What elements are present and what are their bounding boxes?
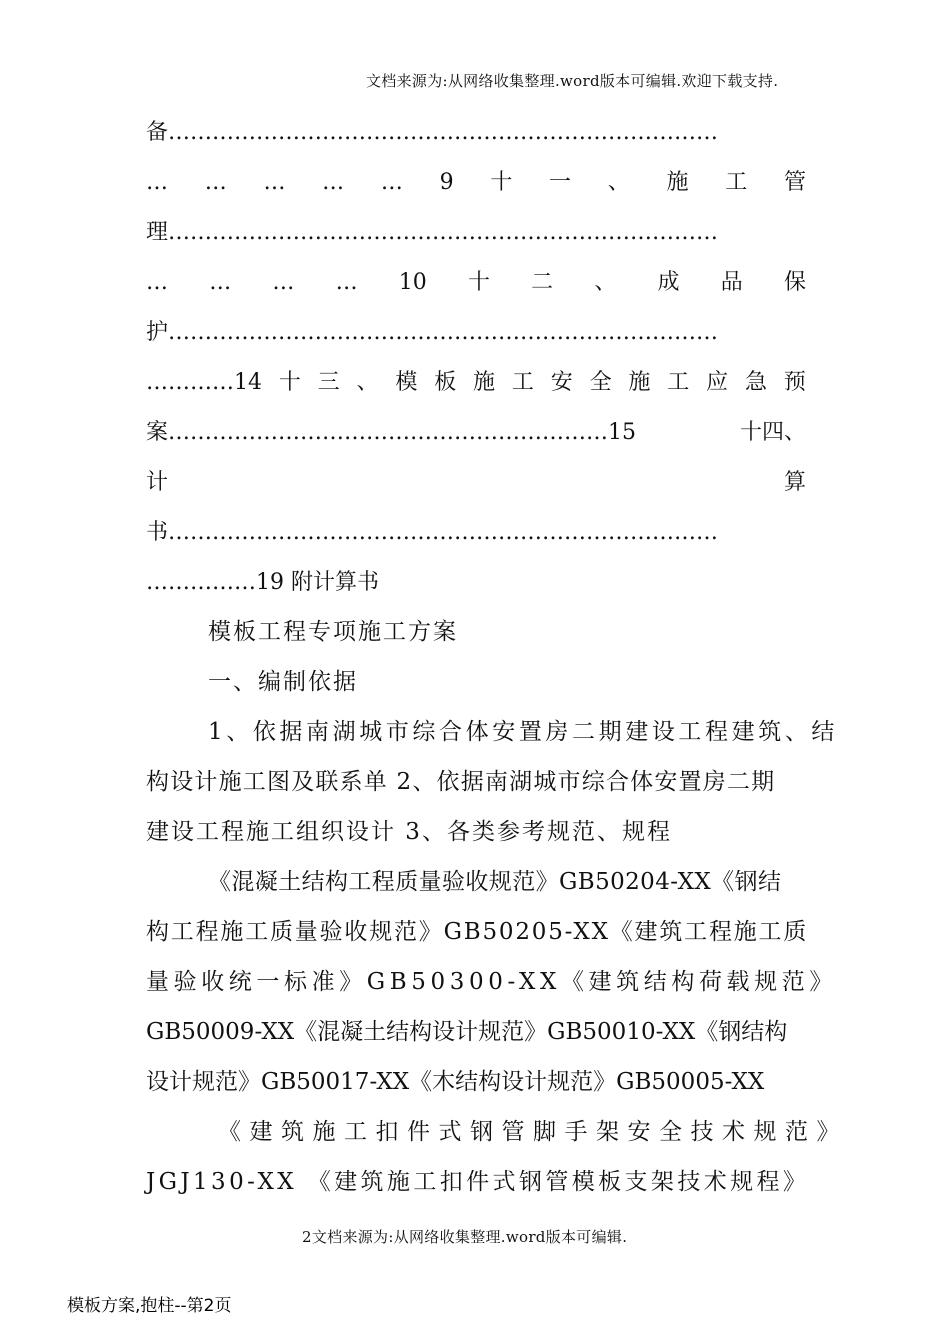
paragraph-line: 构设计施工图及联系单 2、依据南湖城市综合体安置房二期: [146, 769, 776, 795]
paragraph-line: 《混凝土结构工程质量验收规范》GB50204-XX《钢结: [208, 869, 782, 895]
doc-title: 模板工程专项施工方案: [208, 619, 458, 645]
toc-token: 安: [550, 370, 573, 395]
toc-token: 三: [317, 370, 340, 395]
toc-token: 10: [398, 270, 427, 295]
toc-line: 备…………………………………………………………………: [146, 120, 719, 145]
toc-line: 理…………………………………………………………………: [146, 220, 719, 245]
toc-token: 施: [473, 370, 496, 395]
toc-token: 施: [666, 170, 689, 195]
toc-token: 成: [657, 270, 680, 295]
toc-token: 十: [278, 370, 301, 395]
toc-token: …: [335, 270, 358, 295]
toc-token: 管: [783, 170, 806, 195]
toc-token: 工: [725, 170, 748, 195]
toc-line: [146, 417, 806, 449]
toc-token: 应: [706, 370, 729, 395]
toc-token: 、: [607, 170, 630, 195]
toc-text: 计: [146, 470, 169, 495]
toc-token: 二: [531, 270, 554, 295]
toc-token: 施: [628, 370, 651, 395]
toc-token: 工: [667, 370, 690, 395]
toc-line: [146, 267, 806, 299]
toc-token: 模: [395, 370, 418, 395]
toc-token: 十: [467, 270, 490, 295]
toc-token: …………14: [146, 370, 262, 395]
toc-token: 9: [439, 170, 454, 195]
toc-token: 全: [589, 370, 612, 395]
toc-token: 十: [490, 170, 513, 195]
page-label: 模板方案,抱柱--第2页: [67, 1296, 232, 1316]
paragraph-line: 《建筑施工扣件式钢管脚手架安全技术规范》: [218, 1119, 848, 1145]
toc-token: …: [209, 270, 232, 295]
toc-token: 、: [594, 270, 617, 295]
toc-token: 工: [511, 370, 534, 395]
paragraph-line: 量验收统一标准》GB50300-XX《建筑结构荷载规范》: [146, 969, 837, 995]
page-header: 文档来源为:从网络收集整理.word版本可编辑.欢迎下载支持.: [366, 72, 779, 90]
toc-token: …: [322, 170, 345, 195]
toc-token: …: [380, 170, 403, 195]
toc-token: 板: [434, 370, 457, 395]
paragraph-line: 构工程施工质量验收规范》GB50205-XX《建筑工程施工质: [146, 919, 809, 945]
toc-text: 十四、: [739, 420, 806, 445]
paragraph-line: 设计规范》GB50017-XX《木结构设计规范》GB50005-XX: [146, 1069, 765, 1095]
section-heading: 一、编制依据: [208, 669, 358, 695]
toc-token: …: [146, 270, 168, 295]
toc-token: 保: [783, 270, 806, 295]
toc-token: 、: [356, 370, 379, 395]
paragraph-line: JGJ130-XX 《建筑施工扣件式钢管模板支架技术规程》: [146, 1169, 810, 1195]
toc-token: …: [204, 170, 227, 195]
paragraph-line: 建设工程施工组织设计 3、各类参考规范、规程: [146, 819, 672, 845]
page-footer: 2文档来源为:从网络收集整理.word版本可编辑.: [302, 1228, 628, 1246]
paragraph-line: 1、依据南湖城市综合体安置房二期建设工程建筑、结: [208, 719, 839, 745]
toc-token: 一: [549, 170, 572, 195]
toc-line: [146, 467, 806, 499]
toc-line: [146, 367, 806, 399]
toc-line: [146, 167, 806, 199]
toc-line: 书…………………………………………………………………: [146, 520, 719, 545]
toc-token: 预: [783, 370, 806, 395]
toc-token: …: [263, 170, 286, 195]
toc-token: 品: [720, 270, 743, 295]
toc-line: 护…………………………………………………………………: [146, 320, 719, 345]
toc-token: …: [272, 270, 295, 295]
paragraph-line: GB50009-XX《混凝土结构设计规范》GB50010-XX《钢结构: [146, 1019, 788, 1045]
toc-token: …: [146, 170, 168, 195]
toc-text: 案……………………………………………………15: [146, 420, 636, 445]
toc-text: 算: [783, 470, 806, 495]
toc-line: ……………19 附计算书: [146, 570, 379, 595]
toc-token: 急: [744, 370, 767, 395]
